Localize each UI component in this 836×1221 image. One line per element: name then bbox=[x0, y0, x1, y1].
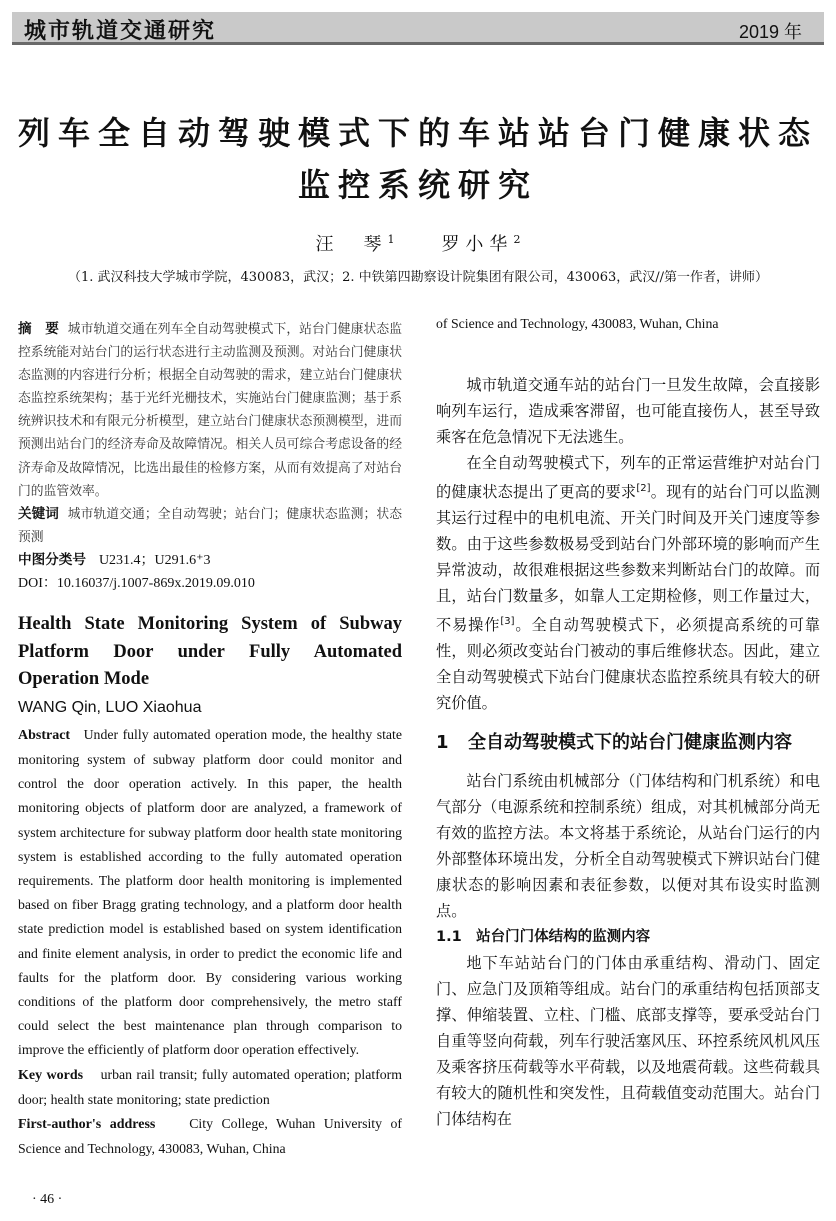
author-2-affil: 2 bbox=[513, 233, 521, 246]
section-1-heading bbox=[436, 728, 820, 758]
citation-3: [3] bbox=[500, 616, 515, 628]
keywords-cn-text: 城市轨道交通；全自动驾驶；站台门；健康状态监测；状态预测 bbox=[18, 506, 402, 545]
body-p2-part3: 。全自动驾驶模式下，必须提高系统的可靠性，则必须改变站台门被动的事后维修状态。因此，建立全自动驾驶模式下站台门健康状态监控系统具有较大的研究价值。 bbox=[436, 616, 821, 713]
first-author-address bbox=[18, 1112, 402, 1161]
section-1-title: 全自动驾驶模式下的站台门健康监测内容 bbox=[468, 732, 792, 754]
paper-title-line2: 监控系统研究 bbox=[297, 166, 538, 204]
body-p2-part1: 在全自动驾驶模式下，列车的正常运营维护对站台门的健康状态提出了更高的要求 bbox=[436, 454, 820, 502]
page-number: · 46 · bbox=[32, 1192, 63, 1207]
english-abstract bbox=[18, 723, 402, 1063]
english-title: Health State Monitoring System of Subway Platform Door under Fully Automated Operation Mode bbox=[18, 614, 402, 690]
author-2: 罗小华 bbox=[441, 234, 514, 255]
abstract-cn-text: 城市轨道交通在列车全自动驾驶模式下，站台门健康状态监控系统能对站台门的运行状态进行主动监测及预测。对站台门健康状态监测的内容进行分析；根据全自动驾驶的需求，建立站台门健康状态监控系统架构；基于光纤光栅技术，实施站台门健康监测；基于系统辨识技术和有限元分析模型，建立站台门健康状态预测模型，进而预测出站台门的经济寿命及故障情况。相关人员可综合考虑设备的经济寿命及故障情况，比选出最佳的检修方案，从而有效提高了对站台门的监管效率。 bbox=[18, 322, 402, 499]
right-column bbox=[436, 312, 820, 1132]
journal-header-bar bbox=[12, 12, 824, 45]
keywords-cn bbox=[18, 503, 402, 549]
journal-logo: 城市轨道交通研究 bbox=[24, 19, 217, 44]
english-keywords-label: Key words bbox=[18, 1067, 84, 1083]
first-author-address-continued: of Science and Technology, 430083, Wuhan, China bbox=[436, 316, 719, 331]
english-abstract-text: Under fully automated operation mode, the healthy state monitoring system of subway platform door could monitor and control the door operation actively. In this paper, the health monitoring objects of platform door are analyzed, a framework of system architecture for subway platform door health state monitoring system is established according to the fully automated operation requirements. The platform door health monitoring is implemented based on fiber Bragg grating technology, and a platform door health state prediction model is established based on system identification and finite element analysis, in order to predict the economic life and faults for the platform door. By considering various working conditions of the platform door comprehensively, the metro staff could select the best maintenance plan through comparison to improve the efficiently of platform door operation effectively. bbox=[18, 726, 402, 1058]
citation-2: [2] bbox=[636, 483, 651, 495]
first-author-address-label: First-author's address bbox=[18, 1116, 156, 1132]
body-paragraph-1: 城市轨道交通车站的站台门一旦发生故障，会直接影响列车运行，造成乘客滞留，也可能直接伤人，甚至导致乘客在危急情况下无法逃生。 bbox=[436, 376, 820, 447]
section-1-number: 1 bbox=[436, 732, 449, 754]
paper-title-line1: 列车全自动驾驶模式下的车站站台门健康状态 bbox=[17, 114, 818, 152]
author-1: 汪 琴 bbox=[315, 234, 388, 255]
classification-value: U231.4；U291.6⁺3 bbox=[98, 552, 211, 568]
header-year: 2019 年 bbox=[738, 22, 802, 42]
english-authors: WANG Qin, LUO Xiaohua bbox=[18, 698, 202, 716]
body-paragraph-3: 站台门系统由机械部分（门体结构和门机系统）和电气部分（电源系统和控制系统）组成，对其机械部分尚无有效的监控方法。本文将基于系统论，从站台门运行的内外部整体环境出发，分析全自动驾驶模式下辨识站台门健康状态的影响因素和表征参数，以便对其布设实时监测点。 bbox=[436, 772, 820, 921]
left-column bbox=[18, 318, 402, 1161]
author-1-affil: 1 bbox=[387, 233, 395, 246]
affiliation: （1. 武汉科技大学城市学院，430083，武汉；2. 中铁第四勘察设计院集团有限公司，430063，武汉//第一作者，讲师） bbox=[67, 270, 769, 285]
classification bbox=[18, 549, 402, 572]
english-keywords bbox=[18, 1063, 402, 1112]
first-author-address-text: City College, Wuhan University of Science and Technology, 430083, Wuhan, China bbox=[18, 1115, 402, 1157]
body-p2-part2: 。现有的站台门可以监测其运行过程中的电机电流、开关门时间及开关门速度等参数。由于这些参数极易受到站台门外部环境的影响而产生异常波动，故很难根据这些参数来判断站台门的故障。而且，站台门数量多，如靠人工定期检修，则工作量过大，不易操作 bbox=[436, 483, 821, 635]
keywords-cn-label: 关键词 bbox=[18, 505, 59, 522]
abstract-cn-label: 摘 要 bbox=[18, 321, 59, 337]
abstract-cn bbox=[18, 318, 402, 503]
body-paragraph-4: 地下车站站台门的门体由承重结构、滑动门、固定门、应急门及顶箱等组成。站台门的承重结构包括顶部支撑、伸缩装置、立柱、门槛、底部支撑等，要承受站台门自重等竖向荷载，列车行驶活塞风压、环控系统风机风压及乘客挤压荷载等水平荷载，以及地震荷载。这些荷载具有较大的随机性和突发性，且荷载值变动范围大。站台门门体结构在 bbox=[436, 954, 820, 1129]
doi: DOI：10.16037/j.1007-869x.2019.09.010 bbox=[18, 576, 255, 592]
english-keywords-text: urban rail transit; fully automated operation; platform door; health state monitoring; state prediction bbox=[18, 1066, 403, 1107]
subsection-1-1-heading: 1.1 站台门门体结构的监测内容 bbox=[436, 929, 651, 946]
body-paragraph-2 bbox=[436, 450, 820, 716]
english-abstract-label: Abstract bbox=[18, 727, 71, 743]
classification-label: 中图分类号 bbox=[18, 551, 86, 568]
author-list bbox=[0, 230, 836, 256]
